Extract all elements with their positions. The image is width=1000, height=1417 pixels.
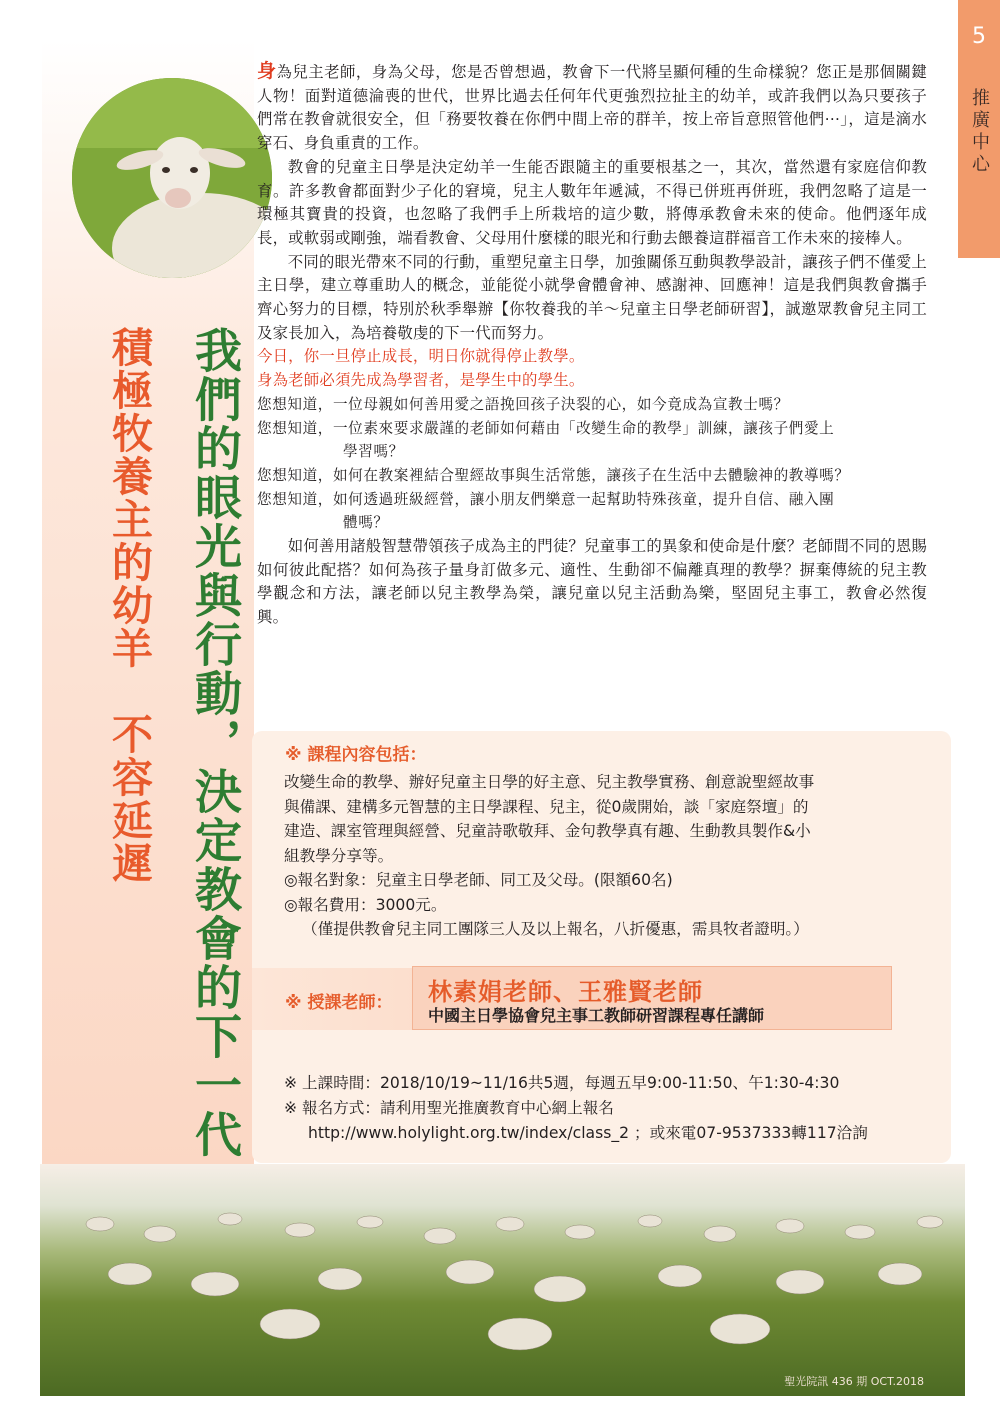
teacher-box: [412, 966, 892, 1030]
course-discount: （僅提供教會兒主同工團隊三人及以上報名，八折優惠，需具牧者證明。）: [302, 920, 809, 938]
question-1: 您想知道，一位母親如何善用愛之語挽回孩子決裂的心，如今竟成為宣教士嗎？: [257, 395, 789, 413]
sheep-field-photo: [40, 1164, 965, 1396]
course-line: 改變生命的教學、辦好兒童主日學的好主意、兒主教學實務、創意說聖經故事: [284, 773, 815, 791]
teacher-names: 林素娟老師、王雅賢老師: [428, 978, 703, 1006]
sub-title: 積極牧養主的幼羊 不容延遲: [105, 326, 153, 885]
article-paragraph-2: 教會的兒童主日學是決定幼羊一生能否跟隨主的重要根基之一，其次，當然還有家庭信仰教育。許多教會都面對少子化的窘境，兒主人數年年遞減，不得已併班再併班，我們忽略了這是一環極其寶貴的投資，也忽略了我們手上所栽培的這少數，將傳承教會未來的使命。他們逐年成長，或軟弱或剛強，端看教會、父母用什麼樣的眼光和行動去餵養這群福音工作未來的接棒人。: [257, 157, 927, 247]
course-info-box: [252, 731, 951, 1163]
main-title: 我們的眼光與行動，決定教會的下一代: [187, 326, 242, 1159]
page-number: 5: [972, 24, 986, 49]
article-paragraph-1: 身為兒主老師，身為父母，您是否曾想過，教會下一代將呈顯何種的生命樣貌？您正是那個關鍵人物！面對道德淪喪的世代，世界比過去任何年代更強烈拉扯主的幼羊，或許我們以為只要孩子們常在教會就很安全，但「務要牧養在你們中間上帝的群羊，按上帝旨意照管他們⋯」，這是滴水穿石、身負重責的工作。: [257, 60, 927, 153]
sheep-photo: [72, 78, 272, 278]
question-3: 您想知道，如何在教案裡結合聖經故事與生活常態，讓孩子在生活中去體驗神的教導嗎？: [257, 466, 850, 484]
question-4: 您想知道，如何透過班級經營，讓小朋友們樂意一起幫助特殊孩童，提升自信、融入團: [257, 490, 835, 508]
highlight-line-1: 今日，你一旦停止成長，明日你就得停止教學。: [257, 347, 585, 366]
section-label: 推廣中心: [969, 88, 990, 176]
signup-method: ※ 報名方式：請利用聖光推廣教育中心網上報名: [284, 1099, 614, 1117]
question-2: 您想知道，一位素來要求嚴謹的老師如何藉由「改變生命的教學」訓練，讓孩子們愛上: [257, 419, 835, 437]
course-line: 與備課、建構多元智慧的主日學課程、兒主，從0歲開始，談「家庭祭壇」的: [284, 797, 809, 816]
course-heading: ※ 課程內容包括：: [285, 745, 427, 765]
schedule-info: [284, 1071, 924, 1146]
course-target: ◎報名對象：兒童主日學老師、同工及父母。(限額60名): [284, 871, 673, 889]
course-line: 組教學分享等。: [284, 846, 394, 865]
article-body: [257, 60, 927, 630]
teacher-title: 中國主日學協會兒主事工教師研習課程專任講師: [428, 1006, 765, 1025]
section-tab: [958, 0, 1000, 258]
question-2-continued: 學習嗎？: [343, 443, 404, 461]
left-title-column: [42, 40, 254, 1170]
course-content: [284, 770, 914, 942]
course-line: 建造、課室管理與經營、兒童詩歌敬拜、金句教學真有趣、生動教具製作&小: [284, 822, 811, 840]
course-fee: ◎報名費用：3000元。: [284, 895, 447, 914]
article-paragraph-4: 如何善用諸般智慧帶領孩子成為主的門徒？兒童事工的異象和使命是什麼？老師間不同的恩賜如何彼此配搭？如何為孩子量身訂做多元、適性、生動卻不偏離真理的教學？摒棄傳統的兒主教學觀念和方法，讓老師以兒主教學為榮，讓兒童以兒主活動為樂，堅固兒主事工，教會必然復興。: [257, 537, 928, 627]
class-time: ※ 上課時間：2018/10/19~11/16共5週，每週五早9:00-11:50、午1:30-4:30: [284, 1074, 840, 1092]
highlight-line-2: 身為老師必須先成為學習者，是學生中的學生。: [257, 371, 585, 390]
signup-url-link[interactable]: http://www.holylight.org.tw/index/class_2 ；或來電07-9537333轉117洽詢: [308, 1124, 868, 1142]
teacher-label: ※ 授課老師：: [285, 993, 393, 1013]
drop-cap: 身: [257, 60, 277, 82]
footer-issue: 聖光院訊 436 期 OCT.2018: [784, 1375, 924, 1388]
question-4-continued: 體嗎？: [343, 514, 389, 532]
article-paragraph-3: 不同的眼光帶來不同的行動，重塑兒童主日學，加強關係互動與教學設計，讓孩子們不僅愛上主日學，建立尊重助人的概念，並能從小就學會體會神、感謝神、回應神！這是我們與教會攜手齊心努力的目標，特別於秋季舉辦【你牧養我的羊～兒童主日學老師研習】，誠邀眾教會兒主同工及家長加入，為培養敬虔的下一代而努力。: [257, 252, 928, 342]
